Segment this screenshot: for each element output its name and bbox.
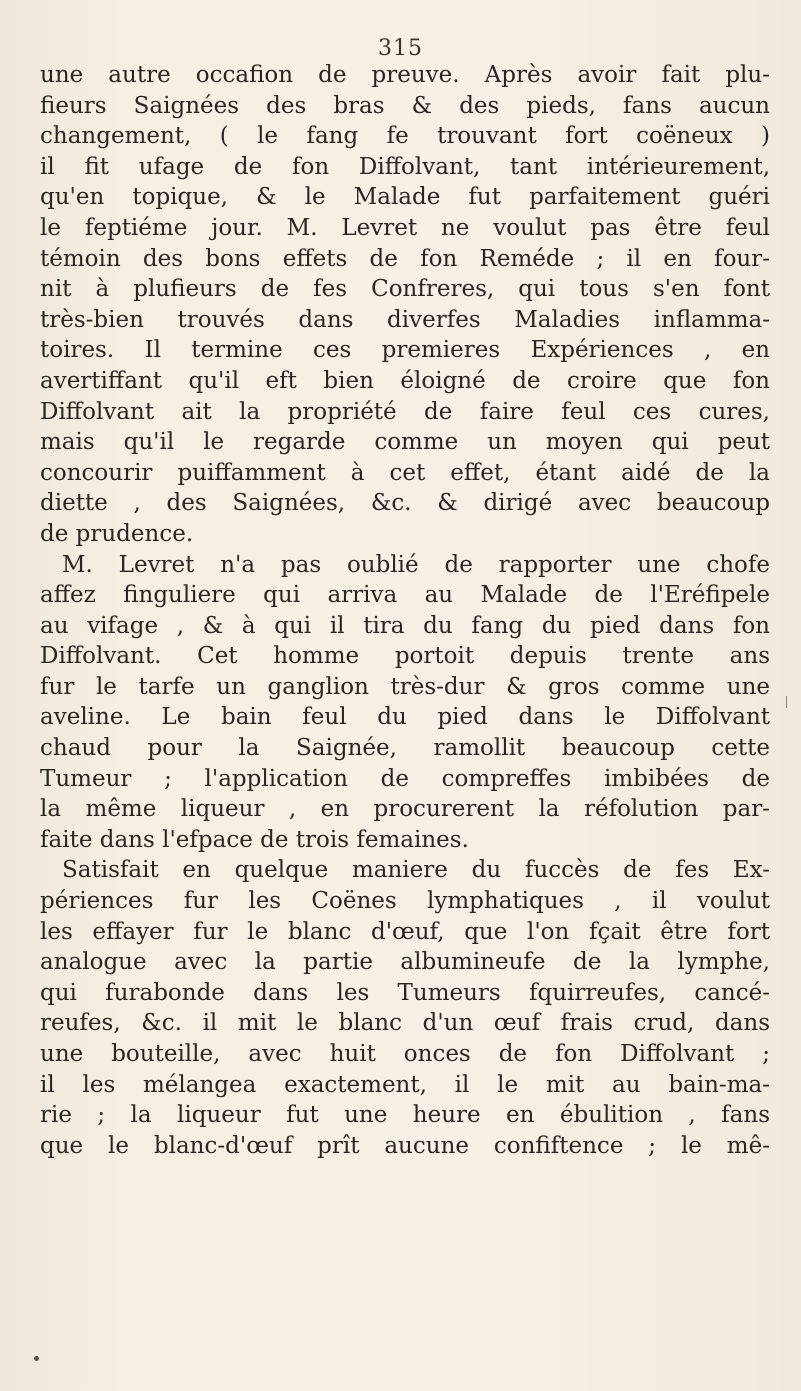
margin-mark <box>786 696 787 708</box>
text-line: nit à plufieurs de fes Confreres, qui tous s'en font <box>40 276 770 303</box>
text-line: analogue avec la partie albumineufe de la lymphe, <box>40 949 770 976</box>
page-number: 315 <box>378 36 423 61</box>
text-line: aveline. Le bain feul du pied dans le Diffolvant <box>40 704 770 731</box>
text-line: mais qu'il le regarde comme un moyen qui peut <box>40 429 770 456</box>
text-line: il les mélangea exactement, il le mit au bain-ma- <box>40 1071 770 1098</box>
text-line: diette , des Saignées, &c. & dirigé avec beaucoup <box>40 490 770 517</box>
text-line: très-bien trouvés dans diverfes Maladies inflamma- <box>40 306 770 333</box>
paragraph-start-line: Satisfait en quelque maniere du fuccès de fes Ex- <box>62 857 770 884</box>
text-line: au vifage , & à qui il tira du fang du pied dans fon <box>40 612 770 639</box>
text-line: chaud pour la Saignée, ramollit beaucoup cette <box>40 735 770 762</box>
text-line: avertiffant qu'il eft bien éloigné de croire que fon <box>40 367 770 394</box>
text-line: témoin des bons effets de fon Reméde ; il en four- <box>40 245 770 272</box>
text-line: affez finguliere qui arriva au Malade de l'Eréfipele <box>40 582 770 609</box>
text-line: reufes, &c. il mit le blanc d'un œuf frais crud, dans <box>40 1010 770 1037</box>
text-line: fieurs Saignées des bras & des pieds, fans aucun <box>40 92 770 119</box>
text-line: de prudence. <box>40 520 194 547</box>
text-line: Diffolvant ait la propriété de faire feul ces cures, <box>40 398 770 425</box>
ink-dot <box>34 1356 39 1361</box>
body-text <box>40 60 770 1161</box>
text-line: fur le tarfe un ganglion très-dur & gros comme une <box>40 673 770 700</box>
text-line: faite dans l'efpace de trois femaines. <box>40 826 469 853</box>
text-line: qui furabonde dans les Tumeurs fquirreufes, cancé- <box>40 979 770 1006</box>
text-line: Tumeur ; l'application de compreffes imbibées de <box>40 765 770 792</box>
text-line: une autre occafion de preuve. Après avoir fait plu- <box>40 62 770 88</box>
text-line: périences fur les Coënes lymphatiques , il voulut <box>40 888 770 915</box>
text-line: rie ; la liqueur fut une heure en ébulition , fans <box>40 1102 770 1129</box>
text-line: qu'en topique, & le Malade fut parfaitement guéri <box>40 184 770 211</box>
text-line: que le blanc-d'œuf prît aucune confiftence ; le mê- <box>40 1132 770 1159</box>
paragraph-start-line: M. Levret n'a pas oublié de rapporter une chofe <box>62 551 770 578</box>
text-line: changement, ( le fang fe trouvant fort coëneux ) <box>40 123 770 150</box>
text-line: concourir puiffamment à cet effet, étant aidé de la <box>40 459 770 486</box>
text-line: une bouteille, avec huit onces de fon Diffolvant ; <box>40 1041 770 1067</box>
text-line: Diffolvant. Cet homme portoit depuis trente ans <box>40 643 770 670</box>
text-line: toires. Il termine ces premieres Expériences , en <box>40 337 770 364</box>
text-line: le feptiéme jour. M. Levret ne voulut pas être feul <box>40 214 770 241</box>
text-line: la même liqueur , en procurerent la réfolution par- <box>40 796 770 823</box>
text-line: il fit ufage de fon Diffolvant, tant intérieurement, <box>40 153 770 180</box>
text-line: les effayer fur le blanc d'œuf, que l'on fçait être fort <box>40 918 770 945</box>
